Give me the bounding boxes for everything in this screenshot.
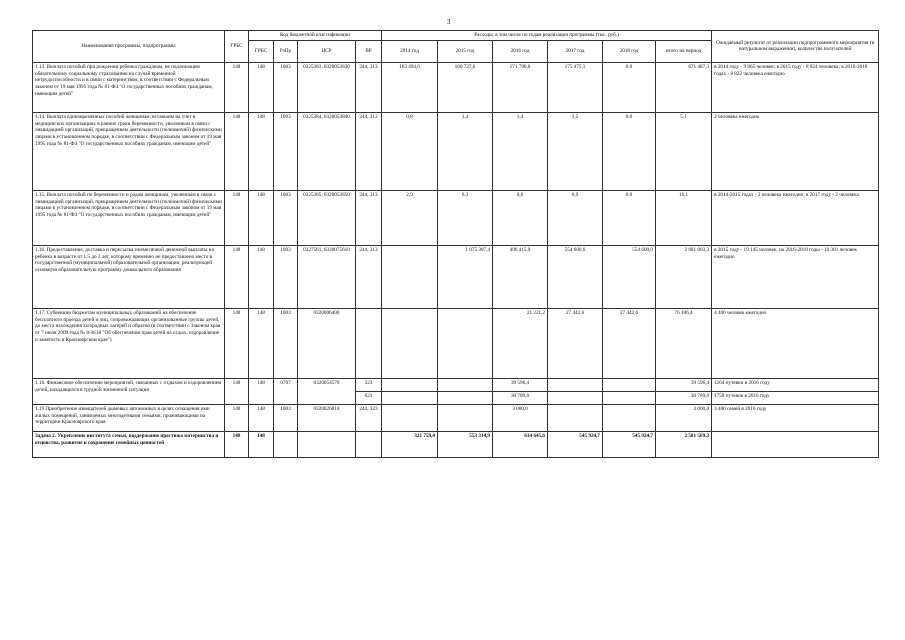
row-y2018: 0,0 bbox=[603, 112, 656, 190]
row-result: в 2015 году - 19 145 человек, на 2016-2018 годы - 10 301 человек ежегодно bbox=[712, 245, 879, 308]
row-vr bbox=[356, 308, 382, 378]
row-total: 3 000,0 bbox=[656, 404, 712, 431]
row-y2014 bbox=[382, 378, 438, 391]
row-grbs2: 148 bbox=[249, 404, 274, 431]
row-result: 3 400 семей в 2016 году bbox=[712, 404, 879, 431]
row-y2014: 2,9 bbox=[382, 190, 438, 245]
row-grbs: 148 bbox=[225, 190, 249, 245]
row-y2018: 27 442,6 bbox=[603, 308, 656, 378]
row-grbs: 148 bbox=[225, 112, 249, 190]
page-number: 3 bbox=[447, 18, 451, 26]
row-total: 76 106,4 bbox=[656, 308, 712, 378]
row-grbs: 148 bbox=[225, 62, 249, 112]
header-row-1 bbox=[33, 31, 879, 41]
row-grbs2: 148 bbox=[249, 308, 274, 378]
col-result-header: Ожидаемый результат от реализации подпрограммного мероприятия (в натуральном выражении), количество получателей bbox=[712, 31, 879, 63]
row-y2017: 175 475,1 bbox=[548, 62, 603, 112]
task-name: Задача 2. Укрепление института семьи, поддержание престижа материнства и отцовства, развитие и сохранение семейных ценностей bbox=[33, 431, 225, 457]
row-y2016: 3 000,0 bbox=[493, 404, 548, 431]
row-csr: 0320026810 bbox=[298, 404, 356, 431]
row-y2017: 1,5 bbox=[548, 112, 603, 190]
col-code-header: Код бюджетной классификации bbox=[249, 31, 382, 41]
row-result: в 2014-2015 годах - 2 человека ежегодно; в 2017 году - 2 человека bbox=[712, 190, 879, 245]
row-y2017: 6,9 bbox=[548, 190, 603, 245]
row-y2014 bbox=[382, 308, 438, 378]
task-rzpr bbox=[274, 431, 298, 457]
sub-header-rzpr: РзПр bbox=[274, 40, 298, 62]
row-y2017 bbox=[548, 404, 603, 431]
task-y2014: 321 759,4 bbox=[382, 431, 438, 457]
row-name: 1.13. Выплата пособий при рождении ребенка гражданам, не подлежащим обязательному социальному страхованию на случай временной нетрудоспособности и в связи с материнством, в соответствии с Федеральным законом от 19 мая 1995 года № 81-ФЗ "О государственных пособиях гражданам, имеющим детей" bbox=[33, 62, 225, 112]
table-row bbox=[33, 404, 879, 431]
row-name: 1.19 Приобретение извещателей дымовых автономных в целях оснащения ими жилых помещений, занимаемых многодетными семьями, проживающими на территории Красноярского края bbox=[33, 404, 225, 431]
row-y2015 bbox=[438, 404, 493, 431]
row-grbs2: 148 bbox=[249, 245, 274, 308]
row-y2015: 1 075 387,4 bbox=[438, 245, 493, 308]
row-y2017: 27 442,6 bbox=[548, 308, 603, 378]
row-name: 1.16. Предоставление, доставка и пересылка ежемесячной денежной выплаты на ребенка в возрасте от 1,5 до 3 лет, которому временно не предоставлено место в государственной (муниципальной) образовательной организации, реализующей основную образовательную программу дошкольного образования bbox=[33, 245, 225, 308]
row-y2016: 39 596,4 bbox=[493, 378, 548, 391]
row-vr: 244, 313 bbox=[356, 245, 382, 308]
year-2014-header: 2014 год bbox=[382, 40, 438, 62]
row-y2017: 554 600,0 bbox=[548, 245, 603, 308]
table-row bbox=[33, 112, 879, 190]
table-row bbox=[33, 62, 879, 112]
row-y2016: 0,0 bbox=[493, 190, 548, 245]
table-row bbox=[33, 308, 879, 378]
row-rzpr: 1003 bbox=[274, 404, 298, 431]
row-y2014 bbox=[382, 245, 438, 308]
row-grbs2: 148 bbox=[249, 378, 274, 404]
sub-header-grbs: ГРБС bbox=[249, 40, 274, 62]
row-y2014: 163 494,6 bbox=[382, 62, 438, 112]
year-2016-header: 2016 год bbox=[493, 40, 548, 62]
row-vr: 323 bbox=[356, 378, 382, 391]
row-rzpr: 1003 bbox=[274, 245, 298, 308]
row-rzpr: 0707 bbox=[274, 378, 298, 404]
row-csr: 0327561, 0320075610 bbox=[298, 245, 356, 308]
year-2017-header: 2017 год bbox=[548, 40, 603, 62]
row-y2015: 1,4 bbox=[438, 112, 493, 190]
row-result: 2 человека ежегодно bbox=[712, 112, 879, 190]
row-total: 16,1 bbox=[656, 190, 712, 245]
row-csr: 0325385, 0320053850 bbox=[298, 190, 356, 245]
row-name: 1.17. Субвенции бюджетам муниципальных образований на обеспечение бесплатного проезда детей и лиц, сопровождающих организованные группы детей, до места нахождения загородных лагерей и обратно (в соответствии с Законом края от 7 июля 2009 года № 8-3618 "Об обеспечении прав детей на отдых, оздоровление и занятость в Красноярском крае") bbox=[33, 308, 225, 378]
row-vr: 244, 313 bbox=[356, 62, 382, 112]
row-result: 1758 путевок в 2016 году bbox=[712, 391, 879, 404]
row-y2016: 1,4 bbox=[493, 112, 548, 190]
task-row bbox=[33, 431, 879, 457]
row-total: 2 681 003,3 bbox=[656, 245, 712, 308]
row-result: 4 400 человек ежегодно bbox=[712, 308, 879, 378]
row-y2018 bbox=[603, 378, 656, 391]
col-name-header: Наименование программы, подпрограммы bbox=[33, 31, 225, 63]
row-csr: 0320006400 bbox=[298, 308, 356, 378]
row-csr: 0320054570 bbox=[298, 378, 356, 404]
row-y2014 bbox=[382, 404, 438, 431]
row-y2015 bbox=[438, 391, 493, 404]
task-y2018: 545 924,7 bbox=[603, 431, 656, 457]
row-vr: 244, 323 bbox=[356, 404, 382, 431]
row-name: 1.18. Финансовое обеспечение мероприятий, связанных с отдыхом и оздоровлением детей, находящихся в трудной жизненной ситуации bbox=[33, 378, 225, 404]
row-grbs: 148 bbox=[225, 245, 249, 308]
row-total: 671 487,3 bbox=[656, 62, 712, 112]
task-y2017: 545 924,7 bbox=[548, 431, 603, 457]
row-csr: 0325384, 0320053840 bbox=[298, 112, 356, 190]
row-name: 1.15. Выплата пособий по беременности и родам женщинам, уволенным в связи с ликвидацией организаций, прекращением деятельности (полномочий) физическими лицами в установленном порядке, в соответствии с Федеральным законом от 19 мая 1995 года № 81-ФЗ "О государственных пособиях гражданам, имеющим детей" bbox=[33, 190, 225, 245]
row-y2015: 6,3 bbox=[438, 190, 493, 245]
row-rzpr: 1003 bbox=[274, 308, 298, 378]
row-y2014: 0,8 bbox=[382, 112, 438, 190]
row-y2017 bbox=[548, 378, 603, 391]
row-result: 1264 путевки в 2016 году bbox=[712, 378, 879, 391]
task-y2015: 553 314,9 bbox=[438, 431, 493, 457]
row-total: 5,1 bbox=[656, 112, 712, 190]
task-y2016: 614 645,6 bbox=[493, 431, 548, 457]
row-vr: 621 bbox=[356, 391, 382, 404]
row-y2016: 171 790,0 bbox=[493, 62, 548, 112]
row-grbs2: 148 bbox=[249, 112, 274, 190]
row-y2016: 21 221,2 bbox=[493, 308, 548, 378]
row-result: в 2014 году - 9 865 человек; в 2015 году - 8 824 человека; в 2016-2018 годах - 8 822 человека ежегодно bbox=[712, 62, 879, 112]
row-y2018: 554 600,0 bbox=[603, 245, 656, 308]
row-y2018 bbox=[603, 404, 656, 431]
row-rzpr: 1003 bbox=[274, 62, 298, 112]
row-grbs: 148 bbox=[225, 378, 249, 404]
row-y2018: 0,0 bbox=[603, 62, 656, 112]
row-grbs2: 148 bbox=[249, 62, 274, 112]
row-rzpr: 1003 bbox=[274, 190, 298, 245]
row-rzpr: 1003 bbox=[274, 112, 298, 190]
sub-header-vr: ВР bbox=[356, 40, 382, 62]
task-csr bbox=[298, 431, 356, 457]
table-row bbox=[33, 190, 879, 245]
row-grbs: 148 bbox=[225, 404, 249, 431]
row-vr: 244, 313 bbox=[356, 190, 382, 245]
row-total: 30 789,6 bbox=[656, 391, 712, 404]
row-vr: 244, 313 bbox=[356, 112, 382, 190]
year-2015-header: 2015 год bbox=[438, 40, 493, 62]
row-y2017 bbox=[548, 391, 603, 404]
sub-header-csr: ЦСР bbox=[298, 40, 356, 62]
total-header: итого на период bbox=[656, 40, 712, 62]
task-grbs2: 148 bbox=[249, 431, 274, 457]
row-y2018 bbox=[603, 391, 656, 404]
row-csr: 0325383, 0320053830 bbox=[298, 62, 356, 112]
table-row bbox=[33, 378, 879, 391]
task-vr bbox=[356, 431, 382, 457]
row-y2016: 30 789,6 bbox=[493, 391, 548, 404]
row-total: 39 596,4 bbox=[656, 378, 712, 391]
task-grbs: 148 bbox=[225, 431, 249, 457]
col-expenses-header: Расходы, в том числе по годам реализации программы (тыс. руб.) bbox=[382, 31, 712, 41]
row-name: 1.14. Выплата единовременных пособий женщинам, вставшим на учет в медицинских организациях в ранние сроки беременности, уволенным в связи с ликвидацией организаций, прекращением деятельности (полномочий) физическими лицами в установленном порядке, в соответствии с Федеральным законом от 19 мая 1995 года № 81-ФЗ "О государственных пособиях гражданам, имеющим детей" bbox=[33, 112, 225, 190]
task-total: 2 581 569,3 bbox=[656, 431, 712, 457]
row-y2014 bbox=[382, 391, 438, 404]
row-y2015 bbox=[438, 308, 493, 378]
row-y2015 bbox=[438, 378, 493, 391]
row-y2018: 0,0 bbox=[603, 190, 656, 245]
row-y2015: 160 727,6 bbox=[438, 62, 493, 112]
col-grbs-header: ГРБС bbox=[225, 31, 249, 63]
program-table bbox=[32, 30, 879, 458]
task-result bbox=[712, 431, 879, 457]
row-y2016: 496 415,9 bbox=[493, 245, 548, 308]
row-grbs: 148 bbox=[225, 308, 249, 378]
row-grbs2: 148 bbox=[249, 190, 274, 245]
table-row bbox=[33, 245, 879, 308]
year-2018-header: 2018 год bbox=[603, 40, 656, 62]
